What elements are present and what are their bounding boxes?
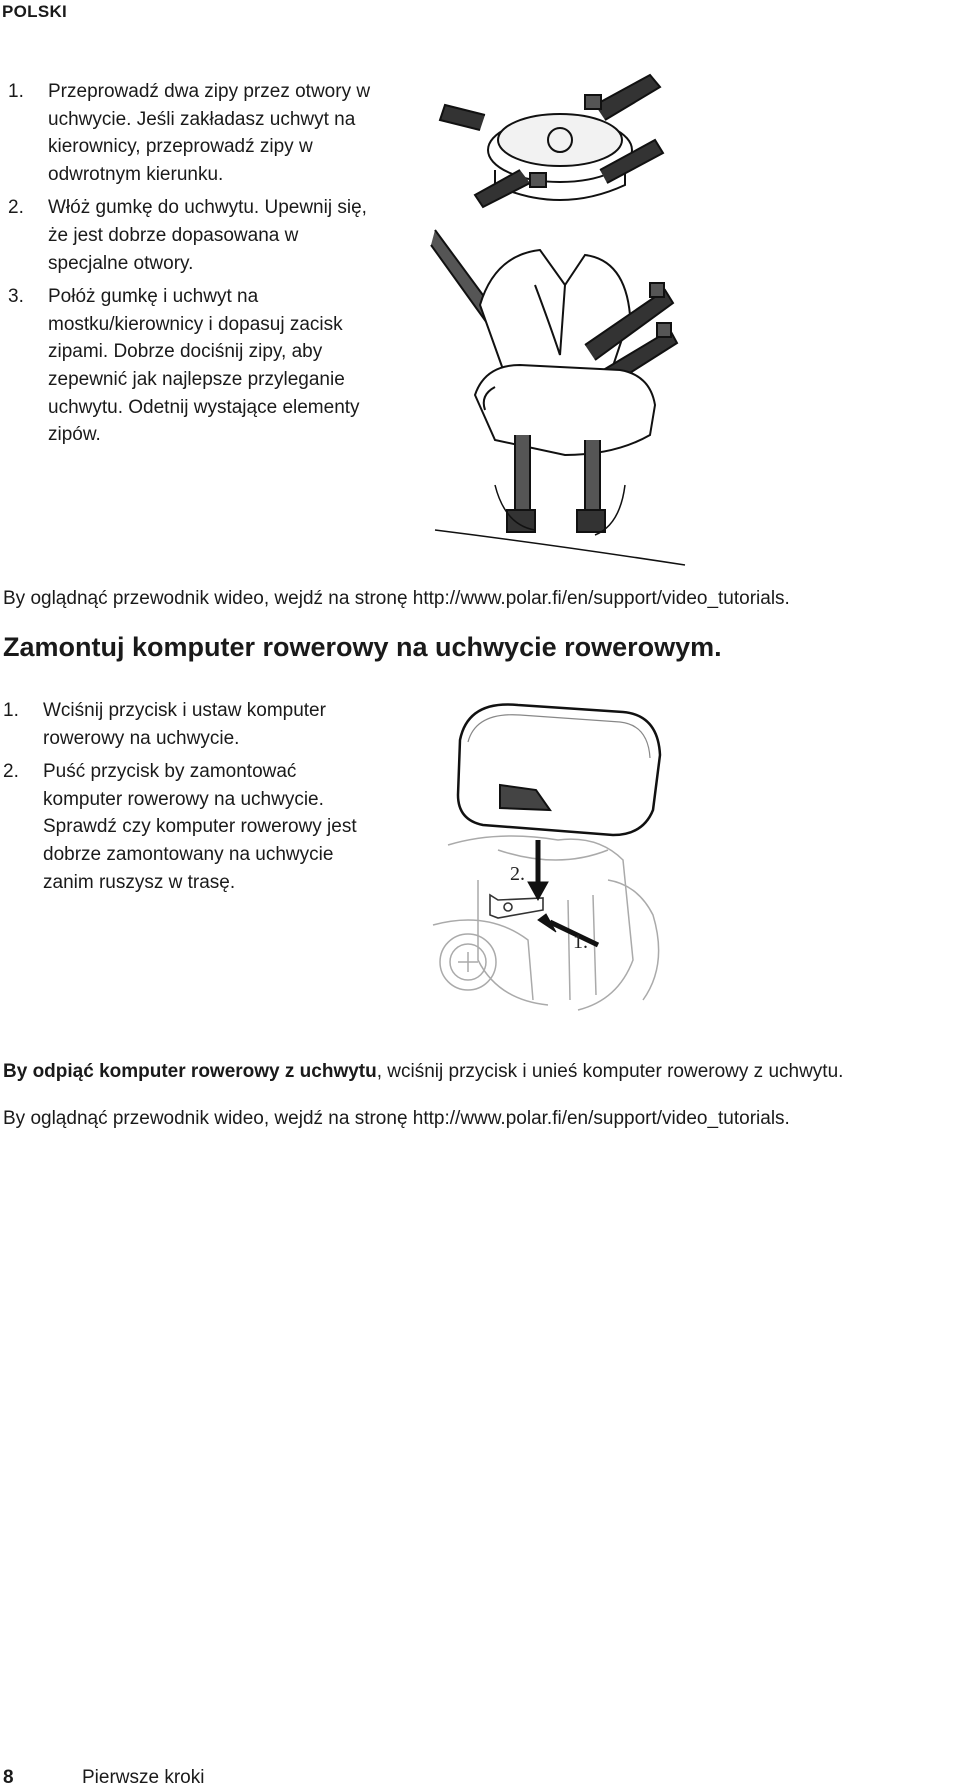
step-text: [48, 78, 438, 188]
language-label: POLSKI: [2, 2, 68, 21]
step-line: zepewnić jak najlepsze przyleganie: [48, 368, 345, 390]
step-number: 1.: [3, 700, 19, 721]
video-tutorial-link-text-1: By oglądnąć przewodnik wideo, wejdź na stronę http://www.polar.fi/en/support/video_tutorials.: [3, 588, 790, 609]
step-line: dobrze zamontowany na uchwycie: [43, 843, 334, 865]
step-line: zipami. Dobrze dociśnij zipy, aby: [48, 341, 323, 363]
step-text: [48, 283, 438, 449]
step-line: uchwytu. Odetnij wystające elementy: [48, 396, 360, 418]
detach-instruction: [3, 1061, 843, 1083]
footer-section-title: Pierwsze kroki: [82, 1767, 205, 1788]
step-2: [3, 758, 443, 896]
step-line: Sprawdź czy komputer rowerowy jest: [43, 816, 357, 838]
step-line: Puść przycisk by zamontować: [43, 761, 297, 783]
step-line: zipów.: [48, 424, 101, 446]
page-number: 8: [3, 1767, 14, 1788]
step-text: [43, 758, 443, 896]
step-line: kierownicy, przeprowadź zipy w: [48, 136, 313, 158]
step-line: odwrotnym kierunku.: [48, 163, 224, 185]
bike-computer-mounting-illustration: [438, 700, 678, 1040]
bike-mount-assembly-illustration: [435, 75, 690, 565]
step-2: [8, 194, 438, 277]
step-text: [43, 697, 443, 752]
section-heading: Zamontuj komputer rowerowy na uchwycie rowerowym.: [3, 632, 722, 662]
step-line: Przeprowadź dwa zipy przez otwory w: [48, 81, 371, 102]
step-line: zanim ruszysz w trasę.: [43, 871, 236, 893]
step-line: komputer rowerowy na uchwycie.: [43, 788, 324, 810]
step-number: 2.: [8, 197, 24, 219]
attach-steps-list: [3, 697, 443, 896]
step-line: że jest dobrze dopasowana w: [48, 224, 299, 246]
step-line: Włóż gumkę do uchwytu. Upewnij się,: [48, 197, 367, 219]
step-number: 1.: [8, 81, 24, 102]
step-line: uchwycie. Jeśli zakładasz uchwyt na: [48, 108, 356, 130]
step-text: [48, 194, 438, 277]
step-3: [8, 283, 438, 449]
figure-label-1: 1.: [573, 931, 588, 953]
detach-instruction-rest: , wciśnij przycisk i unieś komputer rowerowy z uchwytu.: [376, 1061, 844, 1082]
figure-label-2: 2.: [510, 863, 525, 885]
detach-instruction-bold: By odpiąć komputer rowerowy z uchwytu: [3, 1061, 377, 1082]
step-1: [8, 78, 438, 188]
step-number: 2.: [3, 761, 19, 783]
step-line: Połóż gumkę i uchwyt na: [48, 286, 259, 308]
step-line: mostku/kierownicy i dopasuj zacisk: [48, 313, 343, 335]
video-tutorial-link-text-2: By oglądnąć przewodnik wideo, wejdź na stronę http://www.polar.fi/en/support/video_tutorials.: [3, 1108, 790, 1129]
step-number: 3.: [8, 286, 24, 308]
step-1: [3, 697, 443, 752]
step-line: rowerowy na uchwycie.: [43, 727, 240, 749]
step-line: specjalne otwory.: [48, 252, 194, 274]
mount-steps-list: [8, 78, 438, 449]
step-line: Wciśnij przycisk i ustaw komputer: [43, 700, 326, 721]
